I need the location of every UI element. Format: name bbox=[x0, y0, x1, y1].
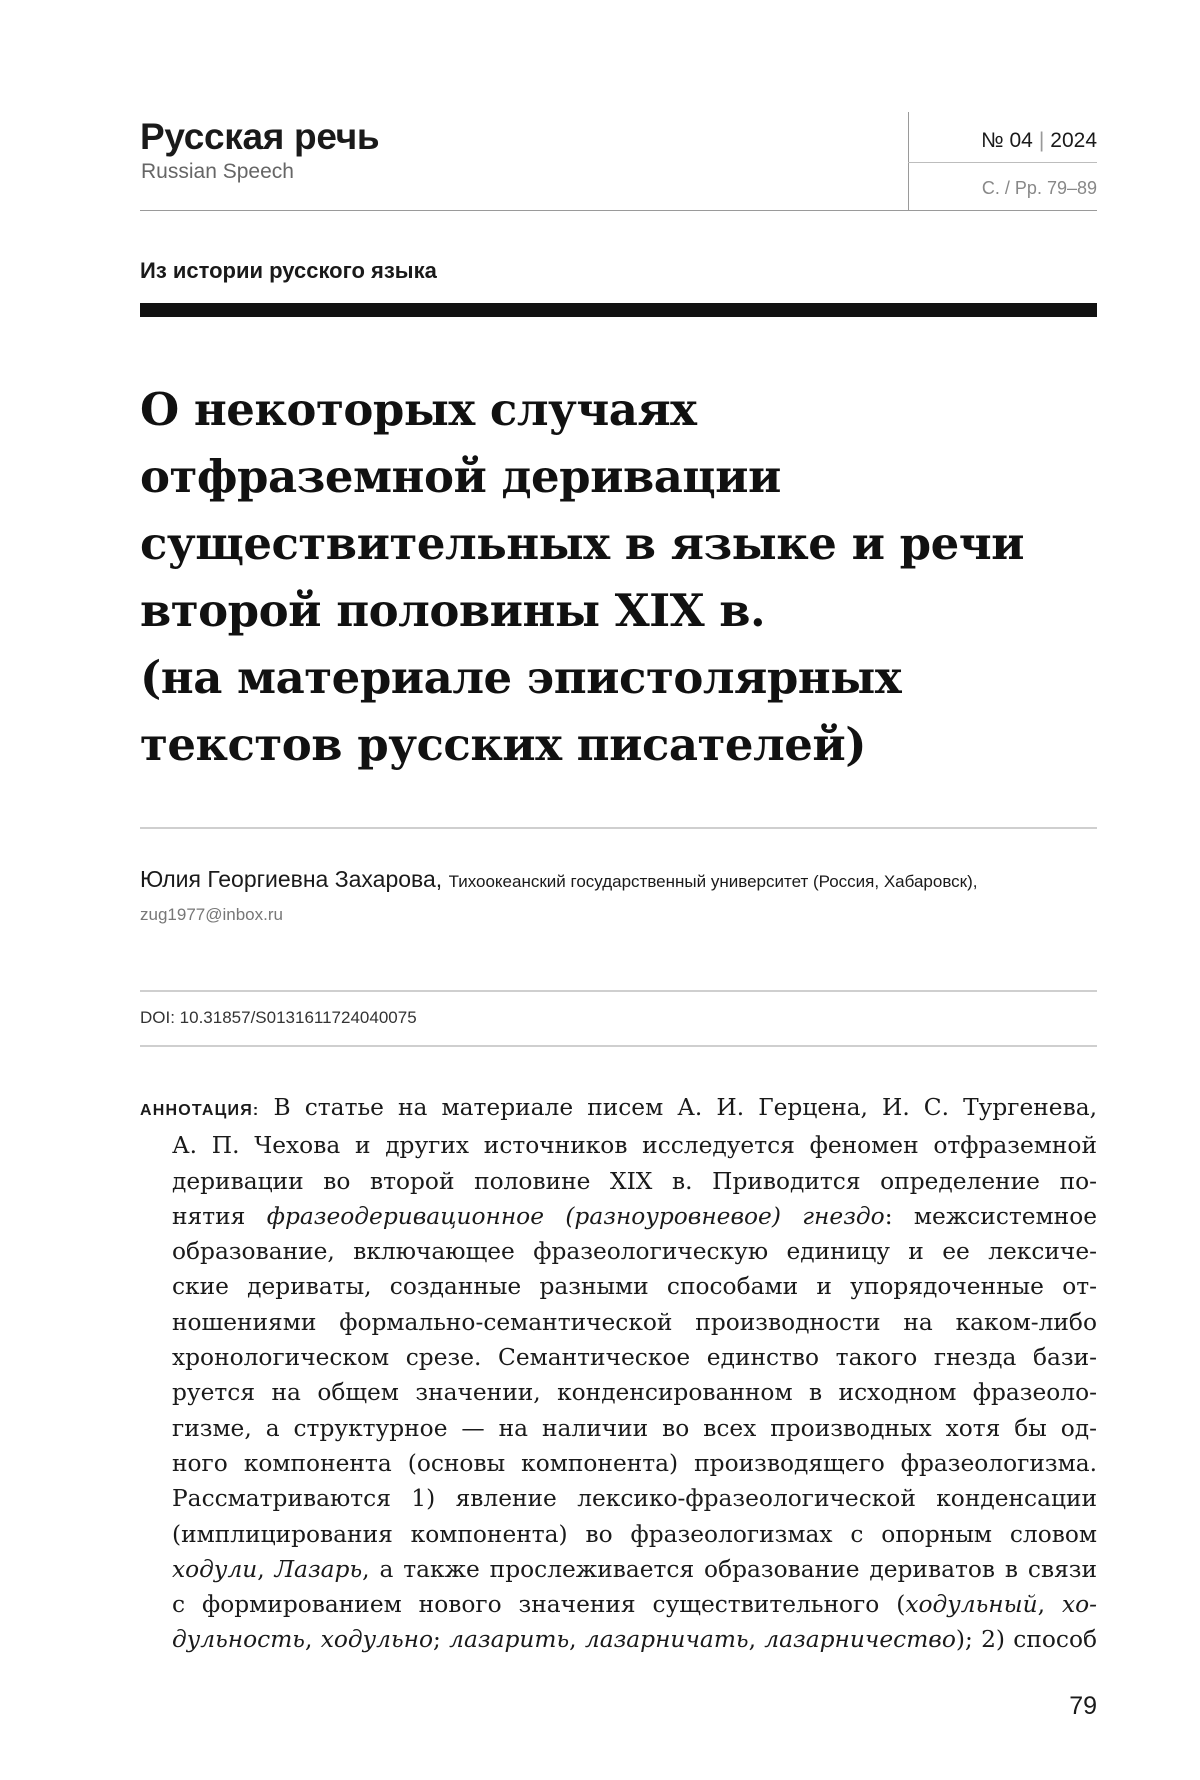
author-name: Юлия Георгиевна Захарова bbox=[140, 866, 436, 892]
issue-number: № 04 bbox=[981, 129, 1033, 152]
abstract-line: деривации во второй половине XIX в. Приводится определение по- bbox=[172, 1167, 1097, 1195]
doi-rule-bottom bbox=[140, 1045, 1097, 1047]
author-email[interactable]: zug1977@inbox.ru bbox=[140, 905, 283, 924]
title-line: отфраземной деривации bbox=[140, 450, 781, 503]
header-divider-short bbox=[908, 162, 1097, 163]
abstract-line: ские дериваты, созданные разными способами и упорядоченные от- bbox=[172, 1273, 1097, 1301]
title-line: второй половины XIX в. bbox=[140, 584, 766, 637]
abstract-line: (имплицирования компонента) во фразеологизмах с опорным словом bbox=[172, 1520, 1097, 1548]
abstract-label: АННОТАЦИЯ: bbox=[140, 1102, 260, 1119]
article-title bbox=[140, 376, 1097, 778]
header-divider-vertical bbox=[908, 112, 909, 210]
title-line: (на материале эпистолярных bbox=[140, 651, 902, 704]
abstract-line: ходули, Лазарь, а также прослеживается образование дериватов в связи bbox=[172, 1555, 1097, 1583]
journal-page bbox=[140, 0, 1097, 1780]
journal-title: Русская речь bbox=[140, 116, 380, 157]
journal-header bbox=[140, 112, 1097, 212]
section-rule bbox=[140, 303, 1097, 317]
abstract-line: ного компонента (основы компонента) производящего фразеологизма. bbox=[172, 1449, 1097, 1477]
page-range: С. / Pp. 79–89 bbox=[981, 178, 1097, 198]
issue-year: 2024 bbox=[1050, 129, 1097, 152]
title-line: существительных в языке и речи bbox=[140, 517, 1025, 570]
author-comma: , bbox=[435, 866, 449, 892]
title-rule bbox=[140, 827, 1097, 829]
doi-rule-top bbox=[140, 990, 1097, 992]
title-line: О некоторых случаях bbox=[140, 383, 697, 436]
issue-info bbox=[981, 129, 1097, 153]
term-italic: фразеодеривационное (разноуровневое) гнездо bbox=[266, 1202, 885, 1230]
abstract-line: А. П. Чехова и других источников исследуется феномен отфраземной bbox=[172, 1132, 1097, 1160]
section-rubric: Из истории русского языка bbox=[140, 258, 437, 283]
abstract-line: гизме, а структурное — на наличии во всех производных хотя бы од- bbox=[172, 1414, 1097, 1442]
abstract-line: нятия фразеодеривационное (разноуровневое) гнездо: межсистемное bbox=[172, 1202, 1098, 1230]
journal-subtitle: Russian Speech bbox=[141, 160, 294, 183]
abstract-line: образование, включающее фразеологическую единицу и ее лексиче- bbox=[172, 1238, 1097, 1266]
doi[interactable]: DOI: 10.31857/S0131611724040075 bbox=[140, 1008, 417, 1027]
page-number: 79 bbox=[1069, 1692, 1097, 1720]
author-line bbox=[140, 866, 978, 893]
abstract-line: Рассматриваются 1) явление лексико-фразеологической конденсации bbox=[172, 1485, 1097, 1513]
abstract-line: хронологическом срезе. Семантическое единство такого гнезда бази- bbox=[172, 1344, 1097, 1372]
abstract-line: ношениями формально-семантической производности на каком-либо bbox=[172, 1308, 1097, 1336]
abstract-line: с формированием нового значения существительного (ходульный, хо- bbox=[172, 1591, 1098, 1619]
header-divider-bottom bbox=[140, 210, 1097, 211]
abstract bbox=[140, 1090, 1097, 1658]
abstract-line: руется на общем значении, конденсированном в исходном фразеоло- bbox=[172, 1379, 1097, 1407]
author-affiliation: Тихоокеанский государственный университет (Россия, Хабаровск), bbox=[448, 872, 978, 891]
abstract-line: АННОТАЦИЯ: В статье на материале писем А. И. Герцена, И. С. Тургенева, bbox=[140, 1094, 1097, 1121]
abstract-line: дульность, ходульно; лазарить, лазарничать, лазарничество); 2) способ bbox=[172, 1626, 1097, 1654]
issue-separator: | bbox=[1038, 129, 1045, 152]
title-line: текстов русских писателей) bbox=[140, 718, 867, 771]
